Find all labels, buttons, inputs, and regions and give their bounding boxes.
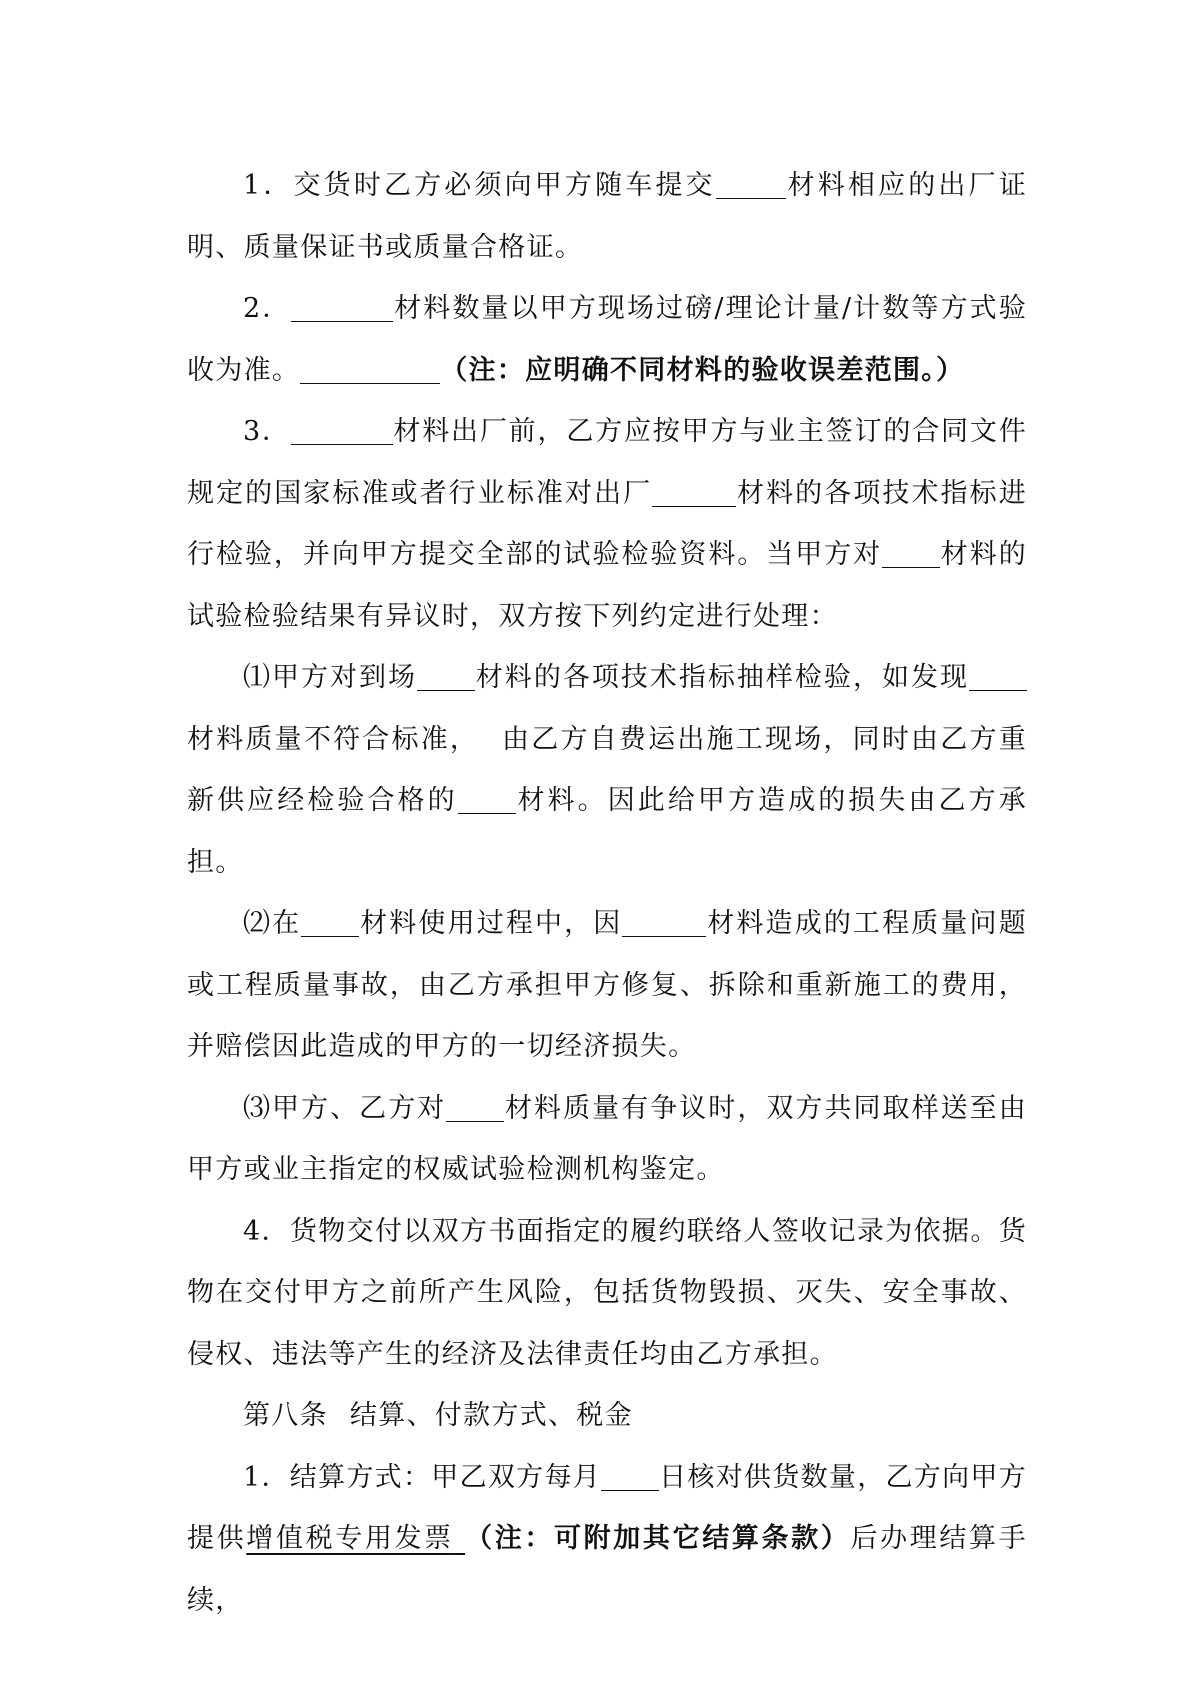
article-title: 结算、付款方式、税金 [349, 1400, 633, 1431]
blank-field [652, 478, 736, 507]
clause-3-item-2 [187, 893, 1027, 1078]
note-text: （注：可附加其它结算条款） [465, 1523, 851, 1554]
clause-3-item-3 [187, 1078, 1027, 1201]
clause-1-certificate [187, 155, 1027, 278]
blank-field [601, 1462, 659, 1491]
blank-field [417, 662, 475, 691]
blank-field [716, 170, 786, 199]
text-segment: 材料。因此给甲方造成的损失由乙方承担。 [187, 785, 1027, 878]
invoice-type: 增值税专用发票 [246, 1523, 454, 1554]
article-8-heading [187, 1385, 1027, 1447]
text-segment: 2． [243, 293, 292, 324]
text-segment: 3． [243, 416, 291, 447]
blank-field [301, 908, 359, 937]
text-segment: 材料出厂前，乙方应按甲方与业主签订的合同文件规定的国家标准或者行业标准对出厂 [187, 416, 1028, 509]
clause-3-inspection [187, 401, 1027, 647]
text-segment: 材料相应的出厂证明、质量保证书或质量合格证。 [187, 170, 1027, 263]
blank-field [291, 293, 393, 322]
text-segment: 材料的各项技术指标抽样检验，如发现 [475, 662, 969, 693]
clause-2-quantity [187, 278, 1027, 401]
document-body [187, 155, 1027, 1631]
text-segment: ⑶甲方、乙方对 [243, 1092, 447, 1124]
text-segment: 材料数量以甲方现场过磅/理论计量/计数等方式验收为准。 [187, 293, 1027, 386]
text-segment: 1．结算方式：甲乙双方每月 [243, 1461, 602, 1493]
blank-field [446, 1093, 504, 1122]
text-segment: 材料的各项技术指标进行检验，并向甲方提交全部的试验检验资料。当甲方对 [187, 477, 1027, 570]
blank-field [622, 908, 706, 937]
note-text: （注：应明确不同材料的验收误差范围。） [440, 354, 965, 386]
blank-field [300, 355, 440, 384]
text-segment: 材料的试验检验结果有异议时，双方按下列约定进行处理： [187, 539, 1027, 632]
text-segment: 材料使用过程中，因 [359, 908, 623, 939]
clause-8-1-settlement [187, 1447, 1027, 1632]
text-segment: 4．货物交付以双方书面指定的履约联络人签收记录为依据。货物在交付甲方之前所产生风险，包括货物毁损、灭失、安全事故、侵权、违法等产生的经济及法律责任均由乙方承担。 [187, 1215, 1027, 1370]
text-segment: ⑵在 [243, 908, 302, 939]
text-segment: 1．交货时乙方必须向甲方随车提交 [243, 170, 716, 201]
clause-4-delivery-risk [187, 1201, 1027, 1386]
text-segment: 材料质量有争议时，双方共同取样送至由甲方或业主指定的权威试验检测机构鉴定。 [187, 1092, 1027, 1185]
blank-field [291, 416, 393, 445]
blank-field [969, 662, 1027, 691]
text-segment: 后办理结算手续， [187, 1523, 1027, 1616]
text-segment: 日核对供货数量，乙方向甲方提供 [187, 1461, 1028, 1554]
text-segment: ⑴甲方对到场 [243, 662, 418, 693]
blank-field [458, 785, 516, 814]
blank-field [882, 539, 940, 568]
text-segment: 由乙方自费运出施工现场，同时由乙方重新供应经检验合格的 [187, 723, 1027, 816]
text-segment: 材料质量不符合标准， [187, 723, 480, 755]
article-number: 第八条 [243, 1400, 328, 1431]
clause-3-item-1 [187, 647, 1027, 893]
text-segment: 材料造成的工程质量问题或工程质量事故，由乙方承担甲方修复、拆除和重新施工的费用，并赔偿因此造成的甲方的一切经济损失。 [187, 908, 1027, 1062]
